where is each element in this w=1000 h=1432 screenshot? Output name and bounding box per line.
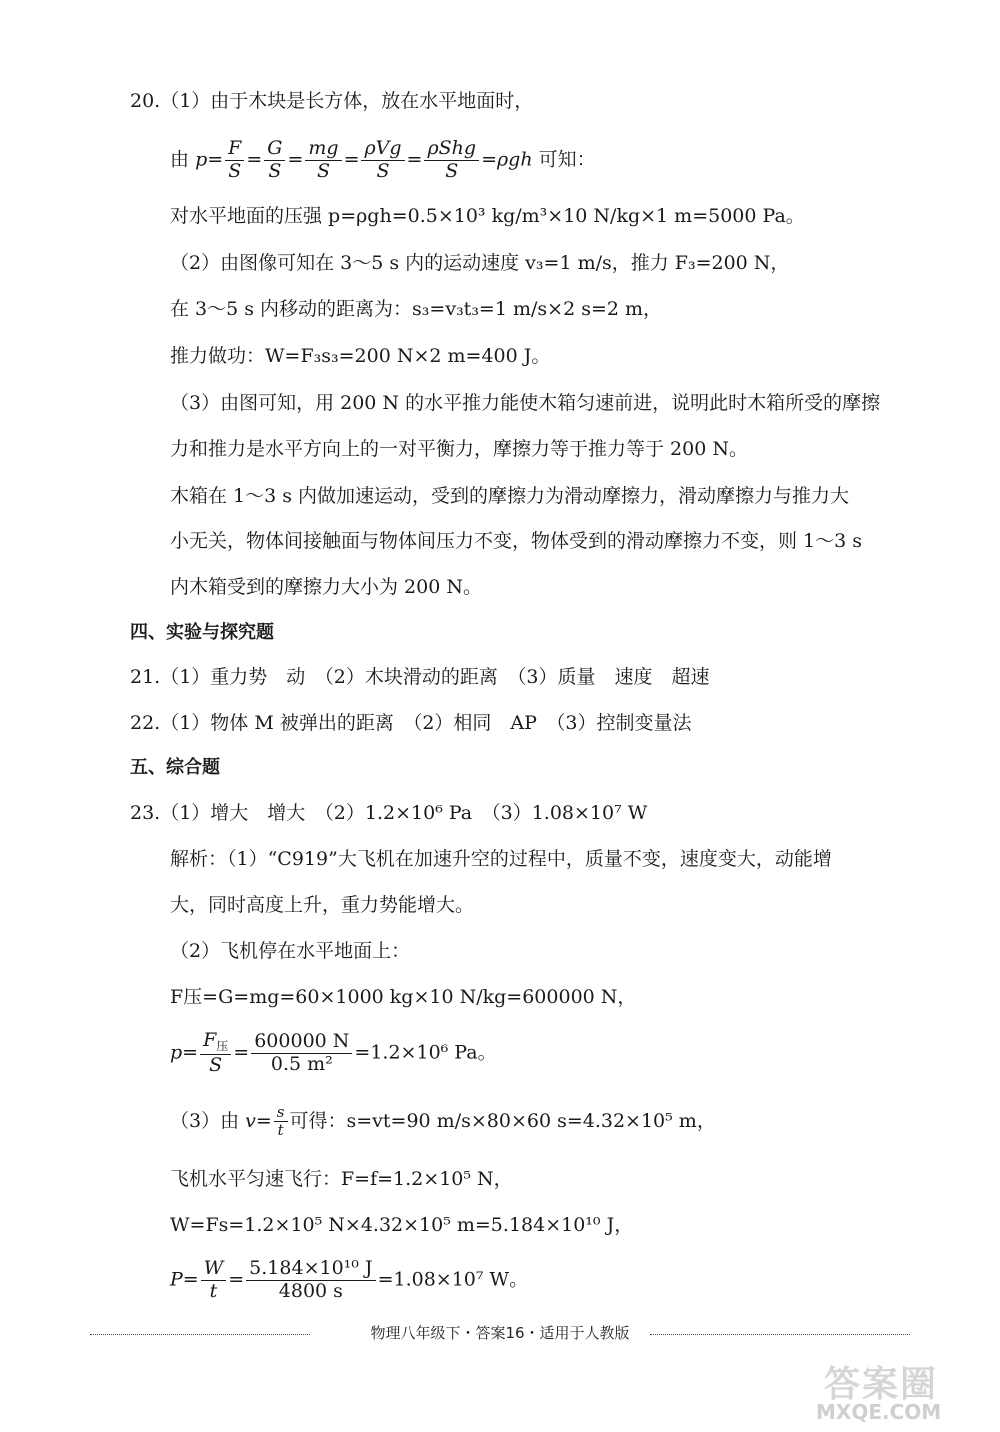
q21-answer: 21.（1）重力势 动 （2）木块滑动的距离 （3）质量 速度 超速 bbox=[130, 666, 710, 688]
q23-pressure-numerator: 600000 N bbox=[251, 1031, 352, 1054]
q22-answer: 22.（1）物体 M 被弹出的距离 （2）相同 AP （3）控制变量法 bbox=[130, 712, 692, 734]
watermark-main: 答案圈 bbox=[824, 1364, 939, 1405]
watermark-site: MXQE.COM bbox=[816, 1400, 942, 1424]
q20-line-6: 推力做功：W=F₃s₃=200 N×2 m=400 J。 bbox=[170, 345, 551, 367]
q20-line-8: 力和推力是水平方向上的一对平衡力，摩擦力等于推力等于 200 N。 bbox=[170, 438, 748, 460]
q23-pressure-denominator: 0.5 m² bbox=[270, 1052, 333, 1075]
q20-line-3: 对水平地面的压强 p=ρgh=0.5×10³ kg/m³×10 N/kg×1 m=5000 Pa。 bbox=[170, 205, 805, 227]
q23-line-1: 23.（1）增大 增大 （2）1.2×10⁶ Pa （3）1.08×10⁷ W bbox=[130, 802, 648, 824]
q23-line-5: F压=G=mg=60×1000 kg×10 N/kg=600000 N， bbox=[170, 986, 637, 1008]
q23-line-9: W=Fs=1.2×10⁵ N×4.32×10⁵ m=5.184×10¹⁰ J， bbox=[170, 1214, 634, 1236]
q23-line-4: （2）飞机停在水平地面上： bbox=[170, 940, 411, 962]
q23-formula-pressure: p= $\frac{F_压}{S}$ = $\frac{600000 N}{\text{0.5 m²}}$ =1.2×10⁶ Pa。 bbox=[170, 1029, 497, 1076]
q23-line-8: 飞机水平匀速飞行：F=f=1.2×10⁵ N， bbox=[170, 1168, 513, 1190]
q23-pressure-result: =1.2×10⁶ Pa。 bbox=[354, 1041, 497, 1064]
q23-formula-distance: （3）由 v= $\frac{s}{t}$ 可得：s=vt=90 m/s×80×60 s=4.32×10⁵ m， bbox=[170, 1103, 716, 1140]
footer-text: 物理八年级下・答案16・适用于人教版 bbox=[362, 1324, 637, 1342]
q23-formula-power: P= $\frac{W}{t}$ = $\frac{\text{5.184×10¹⁰ J}}{4800 s}$ =1.08×10⁷ W。 bbox=[170, 1257, 529, 1302]
page-footer bbox=[0, 1322, 1000, 1343]
q20-line-4: （2）由图像可知在 3～5 s 内的运动速度 v₃=1 m/s，推力 F₃=200 N， bbox=[170, 252, 790, 274]
q23-distance-prefix: （3）由 bbox=[170, 1109, 240, 1132]
q23-power-numerator: 5.184×10¹⁰ J bbox=[246, 1258, 375, 1281]
q20-line-1: 20.（1）由于木块是长方体，放在水平地面时， bbox=[130, 90, 534, 112]
q20-line-7: （3）由图可知，用 200 N 的水平推力能使木箱匀速前进，说明此时木箱所受的摩擦 bbox=[170, 392, 881, 414]
q23-line-2: 解析：（1）“C919”大飞机在加速升空的过程中，质量不变，速度变大，动能增 bbox=[170, 848, 832, 870]
q20-line-10: 小无关，物体间接触面与物体间压力不变，物体受到的滑动摩擦力不变，则 1～3 s bbox=[170, 530, 863, 552]
q20-formula-suffix: 可知： bbox=[538, 148, 596, 171]
q20-formula-pressure: 由 p= $\frac{F}{S}$ = $\frac{G}{S}$ = $\frac{mg}{S}$ = $\frac{\text{ρVg}}{S}$ = $\frac{\text{ρShg}}{S}$ =ρgh 可知： bbox=[170, 137, 596, 182]
section-heading-5: 五、综合题 bbox=[130, 757, 220, 778]
q20-line-5: 在 3～5 s 内移动的距离为：s₃=v₃t₃=1 m/s×2 s=2 m， bbox=[170, 298, 663, 320]
q23-line-3: 大，同时高度上升，重力势能增大。 bbox=[170, 894, 475, 916]
q23-power-denominator: 4800 s bbox=[278, 1279, 343, 1302]
q20-formula-prefix: 由 bbox=[170, 148, 190, 171]
section-heading-4: 四、实验与探究题 bbox=[130, 622, 274, 643]
q23-power-result: =1.08×10⁷ W。 bbox=[377, 1268, 529, 1291]
q20-line-11: 内木箱受到的摩擦力大小为 200 N。 bbox=[170, 576, 482, 598]
watermark-logo bbox=[806, 1356, 986, 1428]
q20-line-9: 木箱在 1～3 s 内做加速运动，受到的摩擦力为滑动摩擦力，滑动摩擦力与推力大 bbox=[170, 485, 850, 507]
q23-distance-suffix: 可得：s=vt=90 m/s×80×60 s=4.32×10⁵ m， bbox=[289, 1109, 716, 1132]
